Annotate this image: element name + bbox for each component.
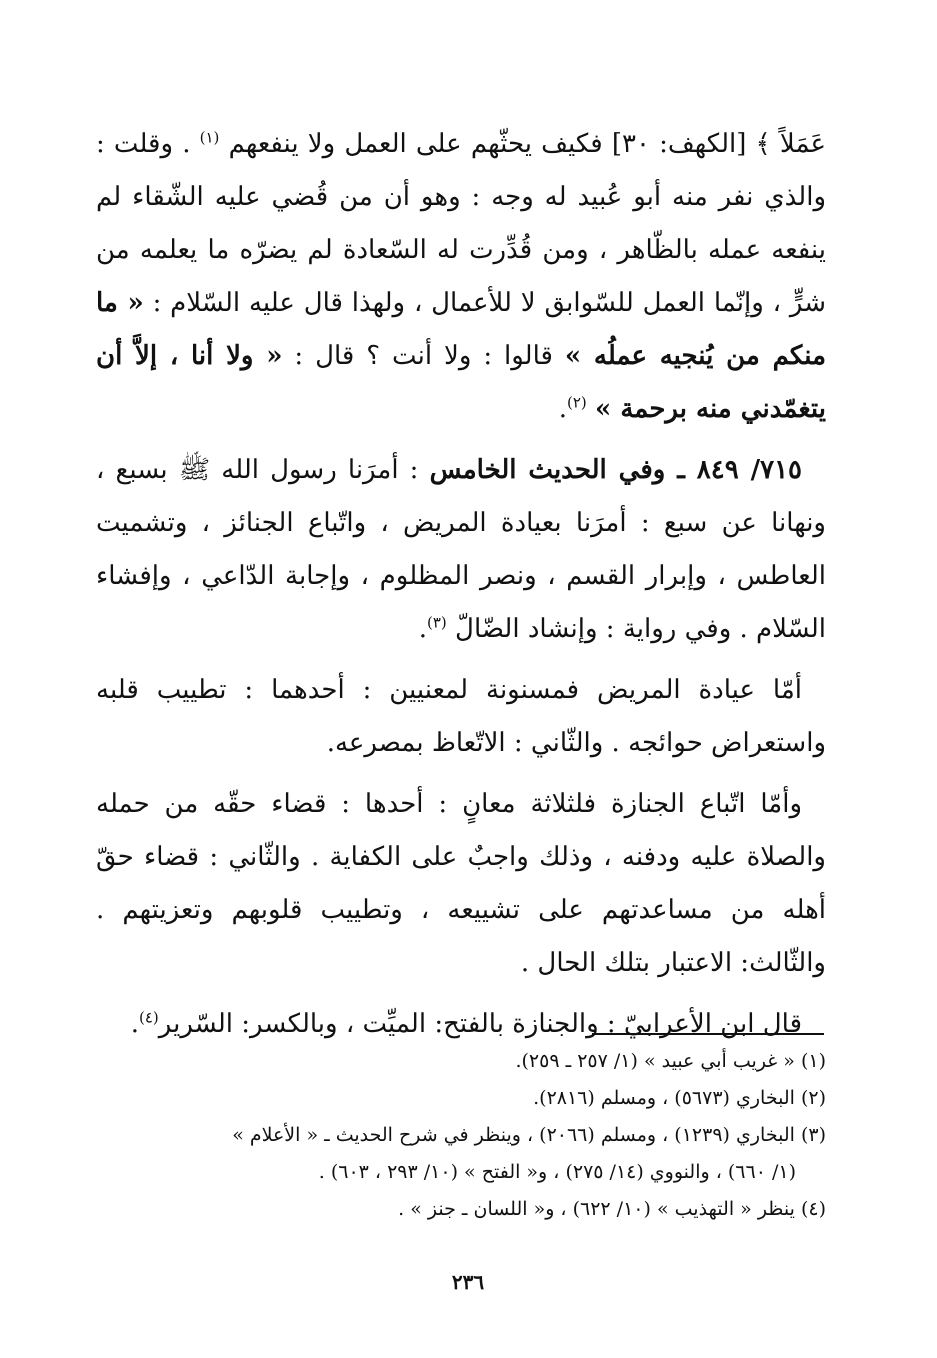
footnote-ref-3[interactable]: (٣) xyxy=(427,613,447,632)
footnote-2: (٢) البخاري (٥٦٧٣) ، ومسلم (٢٨١٦). xyxy=(533,1087,826,1109)
hadith-quote: « ولا أنا ، إلاَّ أن يتغمّدني منه برحمة » xyxy=(96,341,826,424)
text-segment: قال ابن الأعرابيّ : والجنازة بالفتح: الميِّت ، وبالكسر: السّرير xyxy=(158,1009,802,1039)
text-segment: . xyxy=(130,1009,139,1039)
footnote-4: (٤) ينظر « التهذيب » (١٠/ ٦٢٢) ، و« اللسان ـ جنز » . xyxy=(398,1198,826,1220)
footnote-1: (١) « غريب أبي عبيد » (١/ ٢٥٧ ـ ٢٥٩). xyxy=(515,1050,826,1072)
paragraph-1 xyxy=(96,118,826,436)
paragraph-3: أمّا عيادة المريض فمسنونة لمعنيين : أحدهما : تطييب قلبه واستعراض حوائجه . والثّاني : الاتّعاظ بمصرعه. xyxy=(96,675,826,758)
footnote-3-continued: (١/ ٦٦٠) ، والنووي (١٤/ ٢٧٥) ، و« الفتح » (١٠/ ٢٩٣ ، ٦٠٣) . xyxy=(318,1161,796,1183)
text-segment: . xyxy=(558,394,567,424)
text-segment: . xyxy=(418,614,427,644)
text-segment: . وقلت : والذي نفر منه أبو عُبيد له وجه : وهو أن من قُضي عليه الشّقاء لم ينفعه عمله بالظّاهر ، ومن قُدِّرت له السّعادة لم يضرّه ما يعلمه من شرٍّ ، وإنّما العمل للسّوابق لا للأعمال ، ولهذا قال عليه السّلام : xyxy=(96,129,827,318)
main-text xyxy=(96,118,826,1059)
footnotes xyxy=(150,1043,826,1228)
footnote-separator xyxy=(592,1033,824,1035)
paragraph-4: وأمّا اتّباع الجنازة فلثلاثة معانٍ : أحدها : قضاء حقّه من حمله والصلاة عليه ودفنه ، وذلك واجبٌ على الكفاية . والثّاني : قضاء حقّ أهله من مساعدتهم على تشييعه ، وتطييب قلوبهم وتعزيتهم . والثّالث: الاعتبار بتلك الحال . xyxy=(96,789,826,978)
hadith-heading: ٧١٥/ ٨٤٩ ـ وفي الحديث الخامس xyxy=(429,455,803,485)
hadith-quote: « ما منكم من يُنجيه عملُه » xyxy=(96,288,827,371)
text-segment: قالوا : ولا أنت ؟ قال : xyxy=(294,341,553,371)
footnote-3: (٣) البخاري (١٢٣٩) ، ومسلم (٢٠٦٦) ، وينظر في شرح الحديث ـ « الأعلام » xyxy=(232,1124,826,1146)
footnote-ref-4[interactable]: (٤) xyxy=(138,1008,159,1027)
page-number: ٢٣٦ xyxy=(451,1270,485,1294)
footnote-ref-2[interactable]: (٢) xyxy=(567,393,587,412)
paragraph-2 xyxy=(96,444,826,656)
text-segment: : أمرَنا رسول الله ﷺ بسبع ، ونهانا عن سبع : أمرَنا بعيادة المريض ، واتّباع الجنائز ، وتشميت العاطس ، وإبرار القسم ، ونصر المظلوم ، وإجابة الدّاعي ، وإفشاء السّلام . وفي رواية : وإنشاد الضّالّ xyxy=(96,455,826,644)
footnote-ref-1[interactable]: (١) xyxy=(199,128,220,147)
text-segment: عَمَلاً ﴾ [الكهف: ٣٠] فكيف يحثّهم على العمل ولا ينفعهم xyxy=(228,129,826,159)
